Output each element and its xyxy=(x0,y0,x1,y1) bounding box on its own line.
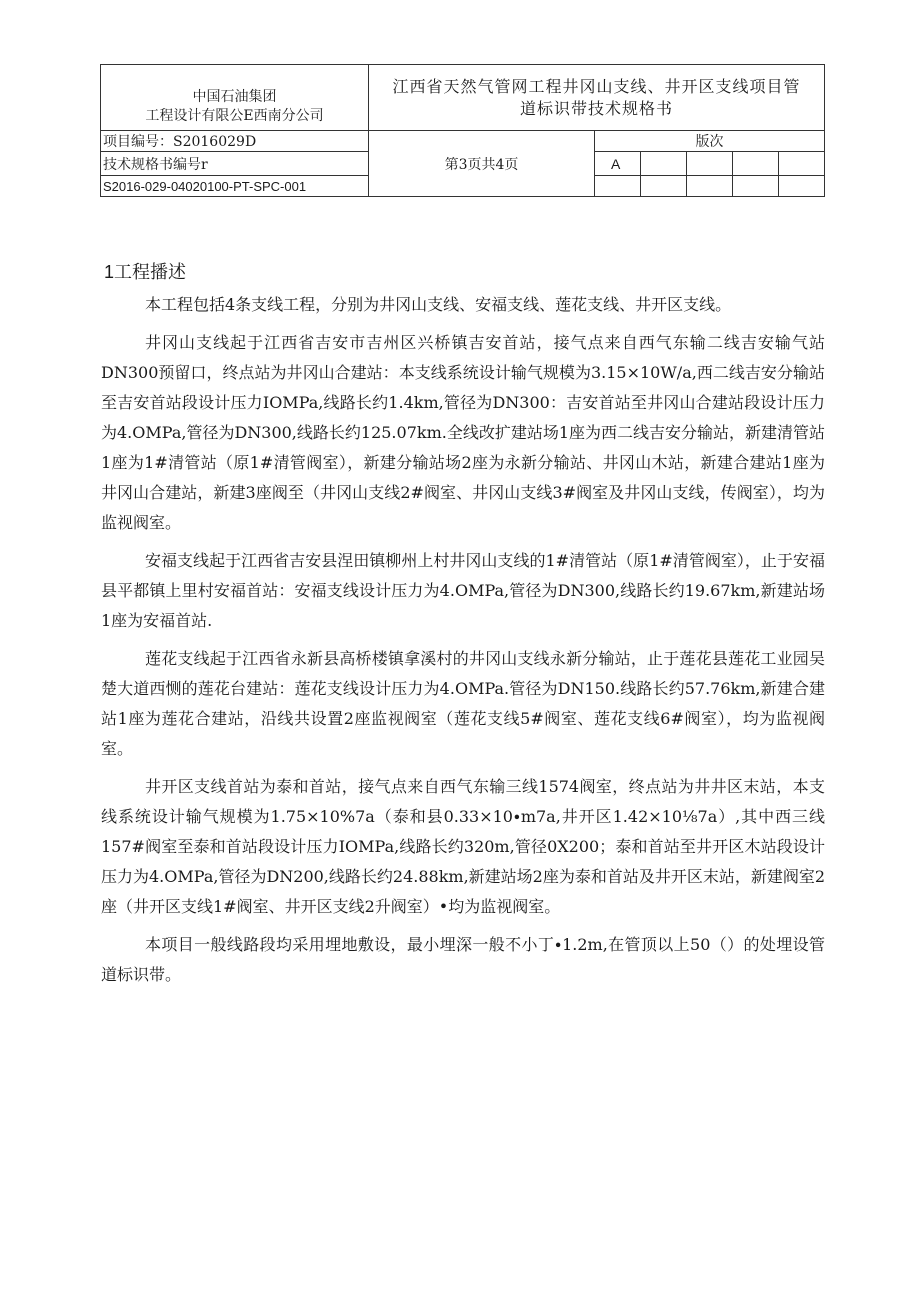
company-name-line1: 中国石油集团 xyxy=(192,88,277,105)
version-cell-empty xyxy=(779,176,825,197)
paragraph: 本工程包括4条支线工程，分别为井冈山支线、安福支线、莲花支线、井开区支线。 xyxy=(145,295,732,314)
spec-number-label: 技术规格书编号r xyxy=(101,152,369,176)
section-heading: 1工程播述 xyxy=(104,262,187,282)
paragraph: 本项目一般线路段均采用埋地敷设，最小埋深一般不小丁∙1.2m,在管顶以上50（）的处埋设管道标识带。 xyxy=(101,935,825,984)
version-cell-empty xyxy=(687,152,733,176)
version-cell-empty xyxy=(733,176,779,197)
paragraph: 莲花支线起于江西省永新县高桥楼镇拿溪村的井冈山支线永新分输站，止于莲花县莲花工业园吴楚大道西恻的莲花台建站：莲花支线设计压力为4.OMPa.管径为DN150.线路长约57.76km,新建合建站1座为莲花合建站，沿线共设置2座监视阀室（莲花支线5#阀室、莲花支线6#阀室），均为监视阀室。 xyxy=(101,649,825,758)
document-header-table xyxy=(100,64,825,197)
spec-number-value: S2016-029-04020100-PT-SPC-001 xyxy=(101,176,369,197)
document-title-line1: 江西省天然气管网工程井冈山支线、井开区支线项目管 xyxy=(392,76,801,96)
paragraph: 安福支线起于江西省吉安县涅田镇柳州上村井冈山支线的1#清管站（原1#清管阀室），止于安福县平都镇上里村安福首站：安福支线设计压力为4.OMPa,管径为DN300,线路长约19.67km,新建站场1座为安福首站. xyxy=(101,551,825,630)
paragraph: 井开区支线首站为泰和首站，接气点来自西气东输三线1574阀室，终点站为井井区末站，本支线系统设计输气规模为1.75×10%7a（泰和县0.33×10∙m7a,井开区1.42×10⅛7a）,其中西三线157#阀室至泰和首站段设计压力IOMPa,线路长约320m,管径0X200；泰和首站至井开区木站段设计压力为4.OMPa,管径为DN200,线路长约24.88km,新建站场2座为泰和首站及井开区末站，新建阀室2座（井开区支线1#阀室、井开区支线2升阀室）•均为监视阀室。 xyxy=(101,777,826,916)
document-title-line2: 道标识带技术规格书 xyxy=(520,98,674,118)
section-body xyxy=(101,290,825,998)
version-cell-empty xyxy=(641,176,687,197)
version-cell-empty xyxy=(779,152,825,176)
version-cell-empty xyxy=(733,152,779,176)
version-cell-empty xyxy=(641,152,687,176)
company-name-cell xyxy=(101,65,369,131)
version-cell-empty xyxy=(687,176,733,197)
page-info: 第3页共4页 xyxy=(369,131,595,197)
project-number: 项目编号：S2016029D xyxy=(101,131,369,152)
paragraph: 井冈山支线起于江西省吉安市吉州区兴桥镇吉安首站，接气点来自西气东输二线吉安输气站DN300预留口，终点站为井冈山合建站：本支线系统设计输气规模为3.15×10W/a,西二线吉安分输站至吉安首站段设计压力IOMPa,线路长约1.4km,管径为DN300：吉安首站至井冈山合建站段设计压力为4.OMPa,管径为DN300,线路长约125.07km.全线改扩建站场1座为西二线吉安分输站，新建清管站1座为1#清管站（原1#清管阀室），新建分输站场2座为永新分输站、井冈山木站，新建合建站1座为井冈山合建站，新建3座阀至（井冈山支线2#阀室、井冈山支线3#阀室及井冈山支线，传阀室），均为监视阀室。 xyxy=(101,333,826,532)
document-title-cell xyxy=(369,65,825,131)
version-label: 版次 xyxy=(595,131,825,152)
company-name-line2: 工程设计有限公E西南分公司 xyxy=(145,107,324,124)
version-cell-empty xyxy=(595,176,641,197)
version-value: A xyxy=(595,152,641,176)
